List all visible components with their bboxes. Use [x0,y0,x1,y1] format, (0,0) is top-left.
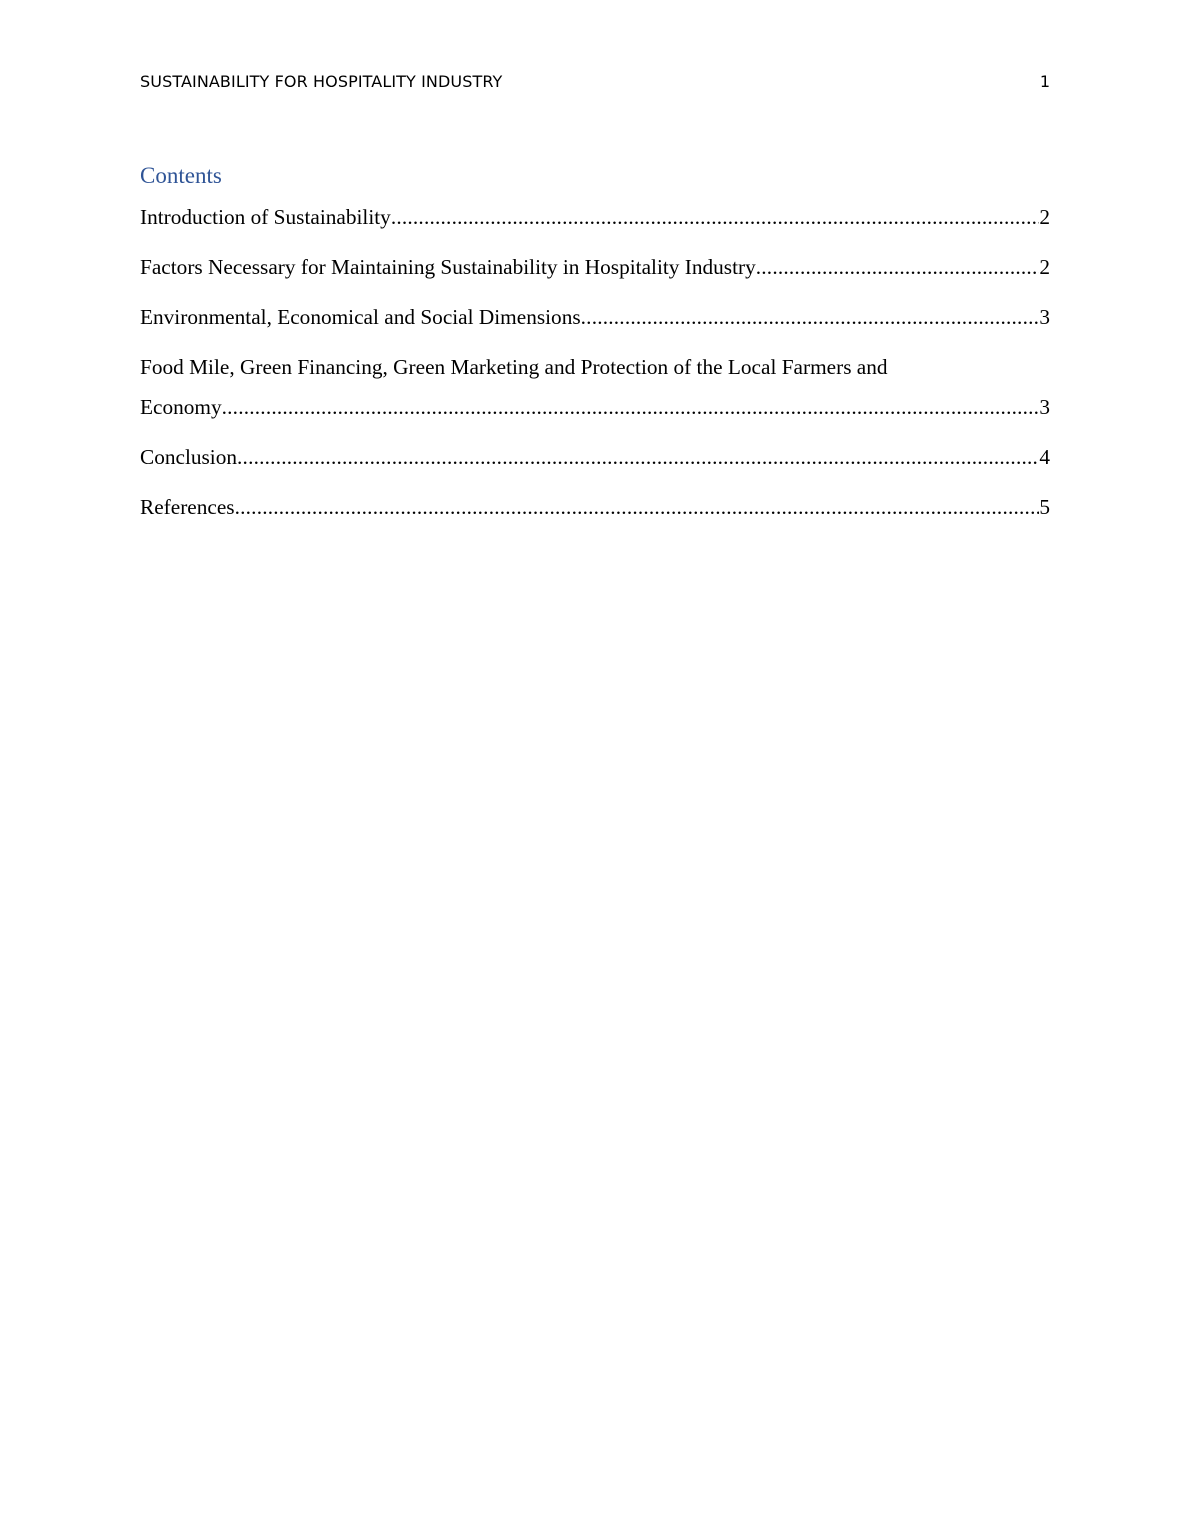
toc-entry-introduction[interactable] [140,200,1050,240]
toc-dot-leader [391,200,1040,240]
running-head: SUSTAINABILITY FOR HOSPITALITY INDUSTRY [140,72,503,91]
toc-dot-leader [581,300,1040,340]
toc-dot-leader [222,390,1040,430]
table-of-contents [140,200,1050,540]
toc-entry-page: 5 [1039,495,1050,519]
toc-entry-page: 4 [1039,445,1050,469]
toc-entry-conclusion[interactable] [140,440,1050,480]
toc-entry-page: 2 [1039,255,1050,279]
toc-entry-title: References [140,495,235,519]
toc-entry-title: Environmental, Economical and Social Dimensions [140,305,581,329]
toc-entry-page: 3 [1039,395,1050,419]
toc-entry-dimensions[interactable] [140,300,1050,340]
toc-entry-page: 3 [1039,305,1050,329]
toc-entry-title: Conclusion [140,445,238,469]
toc-entry-food-mile[interactable] [140,350,1050,430]
toc-dot-leader [756,250,1040,290]
toc-entry-page: 2 [1039,205,1050,229]
toc-dot-leader [235,490,1040,530]
page-number: 1 [1039,72,1050,91]
toc-dot-leader [237,440,1039,480]
toc-entry-references[interactable] [140,490,1050,530]
toc-entry-title-line-1: Food Mile, Green Financing, Green Marketing and Protection of the Local Farmers and [140,355,888,379]
toc-entry-title: Introduction of Sustainability [140,205,391,229]
toc-entry-factors[interactable] [140,250,1050,290]
page-header [140,72,1050,96]
toc-heading: Contents [140,163,222,188]
toc-entry-title-line-2: Economy [140,395,222,419]
toc-entry-title: Factors Necessary for Maintaining Sustainability in Hospitality Industry [140,255,756,279]
